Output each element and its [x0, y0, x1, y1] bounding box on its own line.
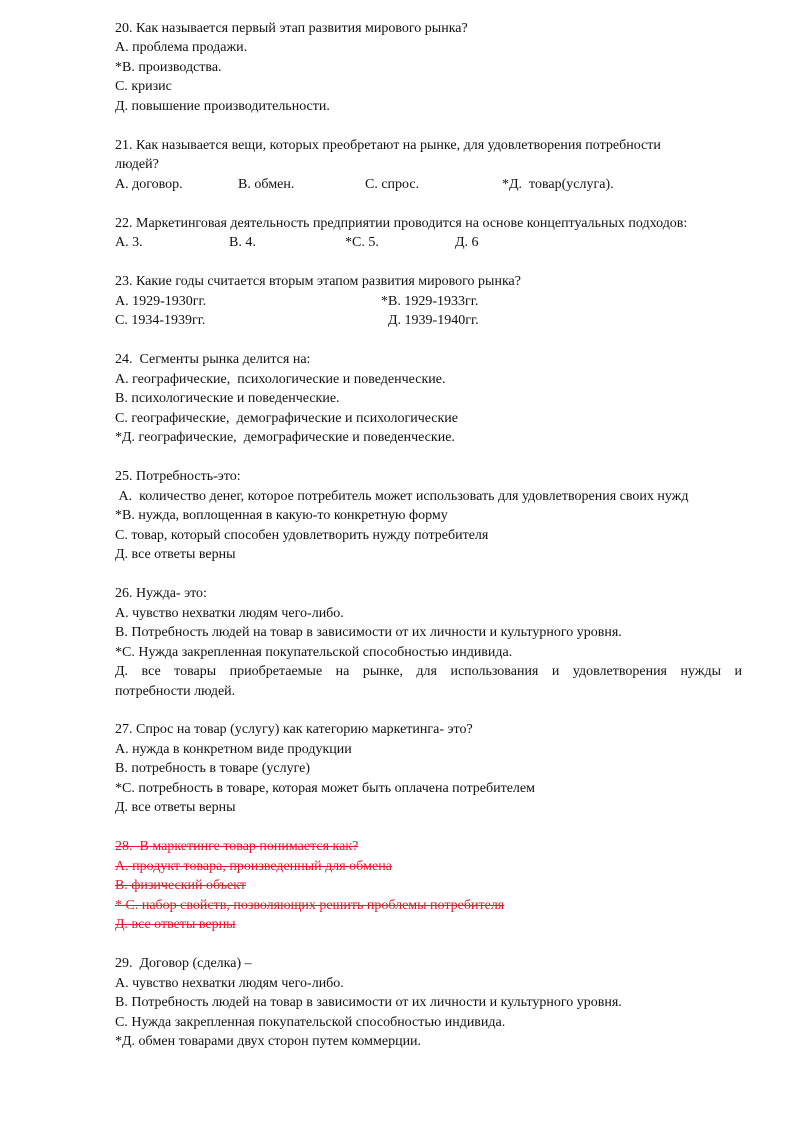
answer-28-c [115, 897, 504, 915]
answer-23-c: С. 1934-1939гг. [115, 313, 206, 328]
answer-26-d-line-1: Д. все товары приобретаемые на рынке, для использования и удовлетворения нужды и [115, 664, 742, 679]
answer-29-b: В. Потребность людей на товар в зависимости от их личности и культурного уровня. [115, 995, 622, 1010]
answer-23-d: Д. 1939-1940гг. [388, 313, 479, 328]
question-21-line-1: 21. Как называется вещи, которых преобретают на рынке, для удовлетворения потребности [115, 138, 661, 153]
answer-21-b: В. обмен. [238, 177, 295, 192]
answer-27-a: А. нужда в конкретном виде продукции [115, 742, 352, 757]
answer-26-d-line-2: потребности людей. [115, 684, 236, 699]
answer-28-a-text: А. продукт товара, произведенный для обмена [115, 859, 392, 874]
answer-26-b: В. Потребность людей на товар в зависимости от их личности и культурного уровня. [115, 625, 622, 640]
answer-25-a: А. количество денег, которое потребитель может использовать для удовлетворения своих нужд [115, 489, 689, 504]
answer-26-c: *С. Нужда закрепленная покупательской способностью индивида. [115, 645, 513, 660]
answer-22-d: Д. 6 [455, 235, 479, 250]
question-29: 29. Договор (сделка) – [115, 956, 252, 971]
answer-28-b-text: В. физический объект [115, 878, 246, 893]
question-28 [115, 838, 358, 856]
answer-24-b: В. психологические и поведенческие. [115, 391, 340, 406]
answer-22-b: В. 4. [229, 235, 256, 250]
answer-23-a: А. 1929-1930гг. [115, 294, 207, 309]
answer-20-b: *В. производства. [115, 60, 222, 75]
answer-24-d: *Д. географические, демографические и поведенческие. [115, 430, 455, 445]
answer-27-d: Д. все ответы верны [115, 800, 236, 815]
question-28-text: 28. В маркетинге товар понимается как? [115, 839, 359, 854]
question-21-line-2: людей? [115, 157, 159, 172]
answer-28-b [115, 877, 246, 895]
answer-22-c: *С. 5. [345, 235, 379, 250]
answer-27-b: В. потребность в товаре (услуге) [115, 761, 311, 776]
answer-21-c: С. спрос. [365, 177, 420, 192]
answer-29-d: *Д. обмен товарами двух сторон путем коммерции. [115, 1034, 422, 1049]
answer-21-d: *Д. товар(услуга). [502, 177, 614, 192]
question-25: 25. Потребность-это: [115, 469, 241, 484]
answer-23-b: *В. 1929-1933гг. [381, 294, 479, 309]
answer-24-a: А. географические, психологические и поведенческие. [115, 372, 446, 387]
question-22: 22. Маркетинговая деятельность предприятии проводится на основе концептуальных подходов: [115, 216, 688, 231]
answer-20-a: А. проблема продажи. [115, 40, 248, 55]
answer-26-a: А. чувство нехватки людям чего-либо. [115, 606, 344, 621]
answer-24-c: С. географические, демографические и психологические [115, 411, 459, 426]
answer-20-d: Д. повышение производительности. [115, 99, 330, 114]
answer-20-c: С. кризис [115, 79, 172, 94]
answer-27-c: *С. потребность в товаре, которая может быть оплачена потребителем [115, 781, 535, 796]
answer-28-d [115, 916, 236, 934]
answer-28-c-text: * С. набор свойств, позволяющих решить проблемы потребителя [115, 898, 505, 913]
question-24: 24. Сегменты рынка делится на: [115, 352, 311, 367]
answer-25-b: *В. нужда, воплощенная в какую-то конкретную форму [115, 508, 448, 523]
answer-29-a: А. чувство нехватки людям чего-либо. [115, 976, 344, 991]
answer-25-c: С. товар, который способен удовлетворить нужду потребителя [115, 528, 489, 543]
question-23: 23. Какие годы считается вторым этапом развития мирового рынка? [115, 274, 521, 289]
answer-21-a: А. договор. [115, 177, 183, 192]
answer-29-c: С. Нужда закрепленная покупательской способностью индивида. [115, 1015, 506, 1030]
question-20: 20. Как называется первый этап развития мирового рынка? [115, 21, 468, 36]
question-27: 27. Спрос на товар (услугу) как категорию маркетинга- это? [115, 722, 473, 737]
answer-28-d-text: Д. все ответы верны [115, 917, 236, 932]
answer-22-a: А. 3. [115, 235, 143, 250]
answer-28-a [115, 858, 392, 876]
question-26: 26. Нужда- это: [115, 586, 207, 601]
answer-25-d: Д. все ответы верны [115, 547, 236, 562]
